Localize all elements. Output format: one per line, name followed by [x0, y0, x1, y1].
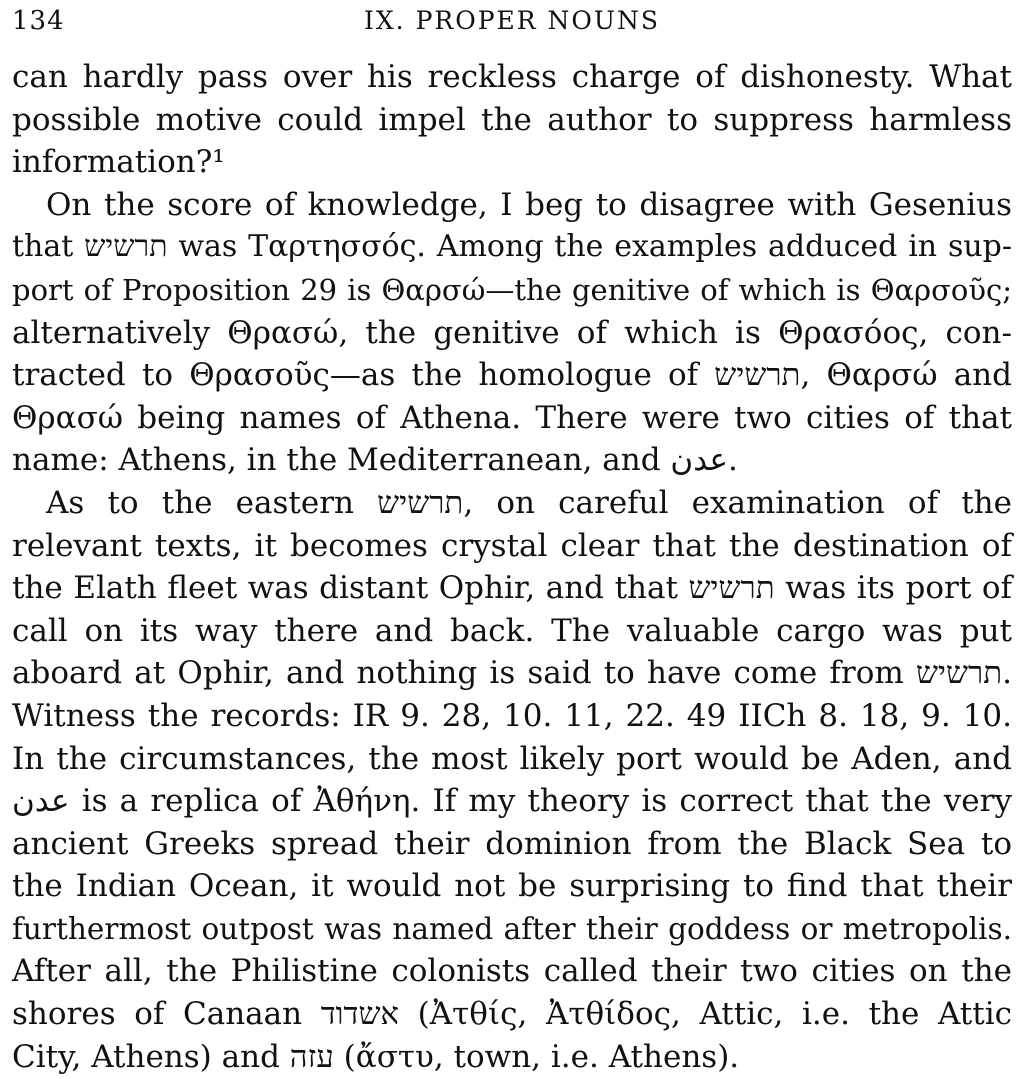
- text-line: information?¹: [12, 144, 225, 181]
- text-line: the Elath fleet was distant Ophir, and that תרשיש was its port of: [12, 570, 1012, 607]
- text-line: shores of Canaan אשדוד (Ἀτθίς, Ἀτθίδος, Attic, i.e. the Attic: [12, 996, 1012, 1033]
- text-line: tracted to Θρασοῦς—as the homologue of תרשיש, Θαρσώ and: [12, 357, 1012, 394]
- text-line: furthermost outpost was named after their goddess or metropolis.: [12, 911, 1012, 946]
- body-text: [12, 56, 1012, 1078]
- text-line: that תרשיש was Ταρτησσός. Among the examples adduced in sup-: [12, 229, 1012, 265]
- running-head: [12, 6, 1012, 40]
- text-line: As to the eastern תרשיש, on careful examination of the: [46, 484, 1012, 521]
- text-line: port of Proposition 29 is Θαρσώ—the genitive of which is Θαρσοῦς;: [12, 272, 1012, 307]
- chapter-title: IX. PROPER NOUNS: [364, 6, 660, 35]
- text-line: City, Athens) and עזה (ἄστυ, town, i.e. Athens).: [12, 1038, 740, 1075]
- text-line: In the circumstances, the most likely port would be Aden, and: [12, 740, 1012, 777]
- text-line: Witness the records: IR 9. 28, 10. 11, 22. 49 IICh 8. 18, 9. 10.: [12, 697, 1012, 734]
- page-number: 134: [12, 6, 65, 36]
- text-line: After all, the Philistine colonists called their two cities on the: [12, 953, 1012, 990]
- text-line: On the score of knowledge, I beg to disagree with Gesenius: [46, 186, 1012, 223]
- text-line: call on its way there and back. The valuable cargo was put: [12, 612, 1012, 649]
- text-line: ancient Greeks spread their dominion from the Black Sea to: [12, 825, 1012, 862]
- text-line: name: Athens, in the Mediterranean, and عدن.: [12, 442, 738, 479]
- text-line: relevant texts, it becomes crystal clear that the destination of: [12, 527, 1012, 564]
- text-line: the Indian Ocean, it would not be surprising to find that their: [12, 868, 1012, 905]
- text-line: alternatively Θρασώ, the genitive of which is Θρασόος, con-: [12, 314, 1012, 351]
- text-line: Θρασώ being names of Athena. There were two cities of that: [12, 399, 1012, 436]
- text-line: can hardly pass over his reckless charge of dishonesty. What: [12, 59, 1012, 95]
- text-line: aboard at Ophir, and nothing is said to have come from תרשיש.: [12, 655, 1012, 692]
- text-line: عدن is a replica of Ἀθήνη. If my theory is correct that the very: [12, 783, 1012, 820]
- text-line: possible motive could impel the author to suppress harmless: [12, 101, 1012, 138]
